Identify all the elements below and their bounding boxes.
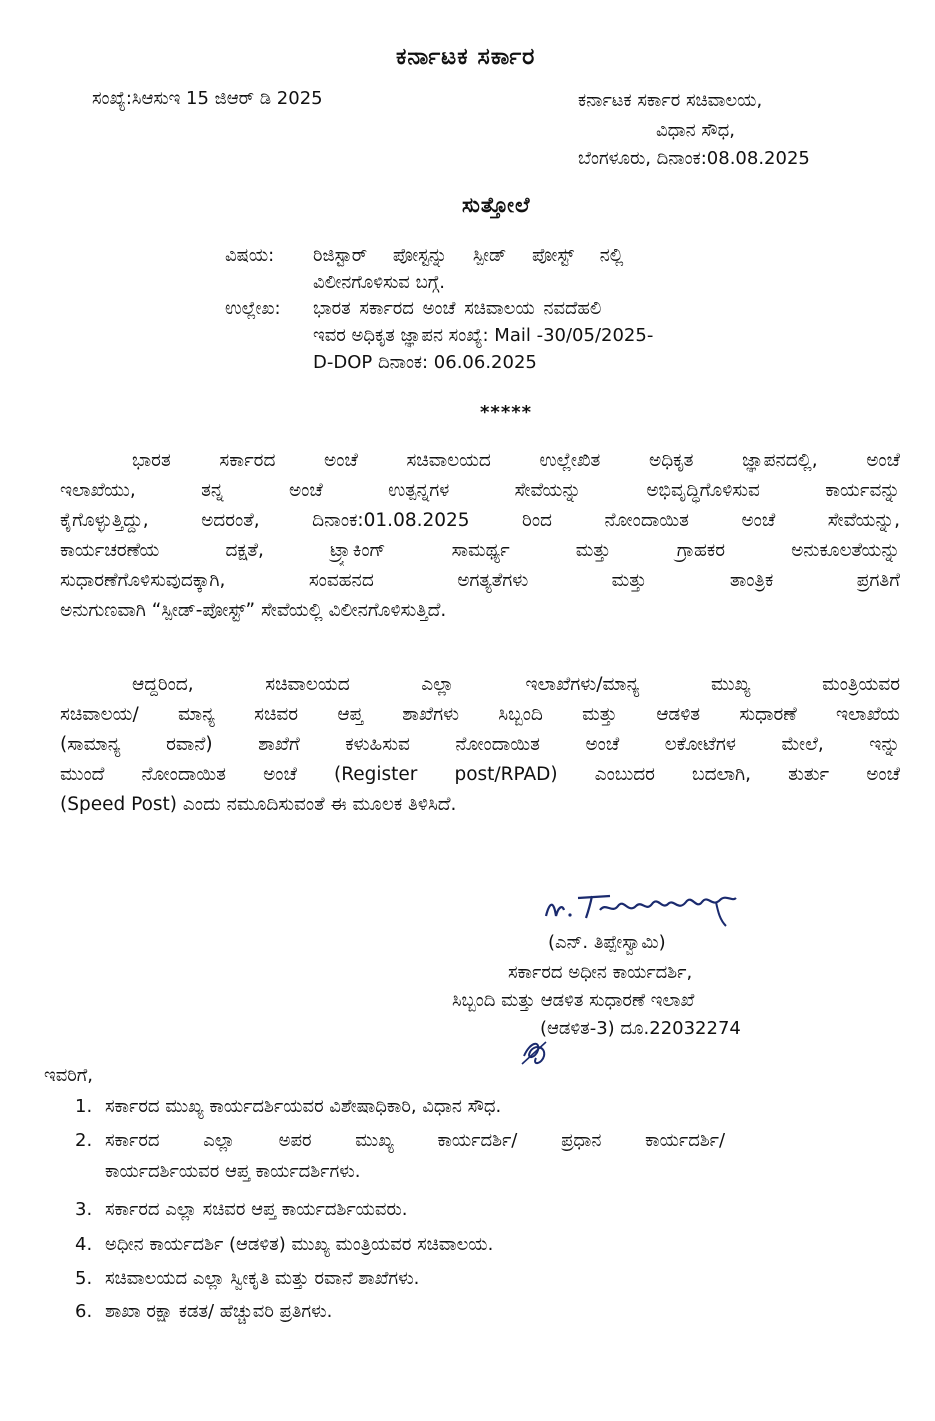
recipient-item-2 [75,1126,905,1190]
subject-line-2: ವಿಲೀನಗೊಳಿಸುವ ಬಗ್ಗೆ. [313,272,445,293]
recipient-number: 3. [75,1199,93,1220]
government-title: ಕರ್ನಾಟಕ ಸರ್ಕಾರ [396,44,536,70]
circular-title: ಸುತ್ತೋಲೆ [462,193,531,217]
paragraph-line: ಸುಧಾರಣೆಗೊಳಿಸುವುದಕ್ಕಾಗಿ, ಸಂವಹನದ ಅಗತ್ಯತೆಗಳು ಮತ್ತು ತಾಂತ್ರಿಕ ಪ್ರಗತಿಗೆ [60,570,900,591]
subject-line-1: ರಿಜಿಸ್ಟಾರ್ ಪೋಸ್ಟನ್ನು ಸ್ಪೀಡ್ ಪೋಸ್ಟ್ ನಲ್ಲಿ [313,245,624,266]
recipients-heading: ಇವರಿಗೆ, [44,1065,93,1086]
reference-line-3: D-DOP ದಿನಾಂಕ: 06.06.2025 [313,352,537,373]
file-number: ಸಂಖ್ಯೆ:ಸಿಆಸುಇ 15 ಜಿಆರ್ ಡಿ 2025 [92,88,323,109]
recipient-item-6 [75,1297,905,1327]
paragraph-line: (Speed Post) ಎಂದು ನಮೂದಿಸುವಂತೆ ಈ ಮೂಲಕ ತಿಳಿಸಿದೆ. [60,794,457,815]
recipient-item-5 [75,1264,905,1294]
recipient-text: ಸರ್ಕಾರದ ಎಲ್ಲಾ ಅಪರ ಮುಖ್ಯ ಕಾರ್ಯದರ್ಶಿ/ ಪ್ರಧಾನ ಕಾರ್ಯದರ್ಶಿ/ [105,1130,726,1151]
handwritten-signature [540,880,750,930]
paragraph-line: ಸಚಿವಾಲಯ/ ಮಾನ್ಯ ಸಚಿವರ ಆಪ್ತ ಶಾಖೆಗಳು ಸಿಬ್ಬಂದಿ ಮತ್ತು ಆಡಳಿತ ಸುಧಾರಣೆ ಇಲಾಖೆಯ [60,704,900,725]
paragraph-line: (ಸಾಮಾನ್ಯ ರವಾನೆ) ಶಾಖೆಗೆ ಕಳುಹಿಸುವ ನೋಂದಾಯಿತ ಅಂಚೆ ಲಕೋಟೆಗಳ ಮೇಲೆ, ಇನ್ನು [60,734,900,755]
address-line-city-date: ಬೆಂಗಳೂರು, ದಿನಾಂಕ:08.08.2025 [578,148,810,169]
recipient-text: ಸಚಿವಾಲಯದ ಎಲ್ಲಾ ಸ್ವೀಕೃತಿ ಮತ್ತು ರವಾನೆ ಶಾಖೆಗಳು. [105,1268,420,1289]
recipient-item-3 [75,1195,905,1225]
recipient-text: ಸರ್ಕಾರದ ಎಲ್ಲಾ ಸಚಿವರ ಆಪ್ತ ಕಾರ್ಯದರ್ಶಿಯವರು. [105,1199,408,1220]
paragraph-line: ಕಾರ್ಯಚರಣೆಯ ದಕ್ಷತೆ, ಟ್ರ್ಯಾಕಿಂಗ್ ಸಾಮರ್ಥ್ಯ ಮತ್ತು ಗ್ರಾಹಕರ ಅನುಕೂಲತೆಯನ್ನು [60,540,900,561]
recipient-text: ಸರ್ಕಾರದ ಮುಖ್ಯ ಕಾರ್ಯದರ್ಶಿಯವರ ವಿಶೇಷಾಧಿಕಾರಿ, ವಿಧಾನ ಸೌಧ. [105,1096,502,1117]
signatory-section-phone: (ಆಡಳಿತ-3) ದೂ.22032274 [540,1018,741,1039]
paragraph-line: ಇಲಾಖೆಯು, ತನ್ನ ಅಂಚೆ ಉತ್ಪನ್ನಗಳ ಸೇವೆಯನ್ನು ಅಭಿವೃದ್ಧಿಗೊಳಿಸುವ ಕಾರ್ಯವನ್ನು [60,480,900,501]
recipient-item-1 [75,1092,905,1122]
body-paragraph-1 [60,446,900,626]
reference-line-1: ಭಾರತ ಸರ್ಕಾರದ ಅಂಚೆ ಸಚಿವಾಲಯ ನವದೆಹಲಿ [313,298,602,319]
paragraph-line: ಆದ್ದರಿಂದ, ಸಚಿವಾಲಯದ ಎಲ್ಲಾ ಇಲಾಖೆಗಳು/ಮಾನ್ಯ ಮುಖ್ಯ ಮಂತ್ರಿಯವರ [132,674,900,695]
paragraph-line: ಅನುಗುಣವಾಗಿ “ಸ್ಪೀಡ್-ಪೋಸ್ಟ್” ಸೇವೆಯಲ್ಲಿ ವಿಲೀನಗೊಳಿಸುತ್ತಿದೆ. [60,600,447,621]
address-line-building: ವಿಧಾನ ಸೌಧ, [656,120,735,141]
subject-label: ವಿಷಯ: [225,245,275,266]
signatory-designation: ಸರ್ಕಾರದ ಅಧೀನ ಕಾರ್ಯದರ್ಶಿ, [508,962,693,983]
reference-label: ಉಲ್ಲೇಖ: [225,298,281,319]
recipient-number: 5. [75,1268,93,1289]
paragraph-line: ಭಾರತ ಸರ್ಕಾರದ ಅಂಚೆ ಸಚಿವಾಲಯದ ಉಲ್ಲೇಖಿತ ಅಧಿಕೃತ ಜ್ಞಾಪನದಲ್ಲಿ, ಅಂಚೆ [132,450,900,471]
recipient-number: 2. [75,1130,93,1151]
recipient-number: 1. [75,1096,93,1117]
paragraph-line: ಕೈಗೊಳ್ಳುತ್ತಿದ್ದು, ಅದರಂತೆ, ದಿನಾಂಕ:01.08.2025 ರಿಂದ ನೋಂದಾಯಿತ ಅಂಚೆ ಸೇವೆಯನ್ನು, [60,510,900,531]
recipient-number: 6. [75,1301,93,1322]
body-paragraph-2 [60,670,900,820]
recipient-text: ಶಾಖಾ ರಕ್ಷಾ ಕಡತ/ ಹೆಚ್ಚುವರಿ ಪ್ರತಿಗಳು. [105,1301,333,1322]
recipient-item-4 [75,1230,905,1260]
separator-stars: ***** [480,402,533,423]
paragraph-line: ಮುಂದೆ ನೋಂದಾಯಿತ ಅಂಚೆ (Register post/RPAD) ಎಂಬುದರ ಬದಲಾಗಿ, ತುರ್ತು ಅಂಚೆ [60,764,900,785]
signatory-name: (ಎನ್. ತಿಪ್ಪೇಸ್ವಾಮಿ) [548,932,666,953]
recipient-number: 4. [75,1234,93,1255]
reference-line-2: ಇವರ ಅಧಿಕೃತ ಜ್ಞಾಪನ ಸಂಖ್ಯೆ: Mail -30/05/2025- [313,325,654,346]
signatory-department: ಸಿಬ್ಬಂದಿ ಮತ್ತು ಆಡಳಿತ ಸುಧಾರಣೆ ಇಲಾಖೆ [452,990,695,1011]
address-line-office: ಕರ್ನಾಟಕ ಸರ್ಕಾರ ಸಚಿವಾಲಯ, [578,90,763,111]
recipient-text: ಕಾರ್ಯದರ್ಶಿಯವರ ಆಪ್ತ ಕಾರ್ಯದರ್ಶಿಗಳು. [105,1161,361,1182]
recipient-text: ಅಧೀನ ಕಾರ್ಯದರ್ಶಿ (ಆಡಳಿತ) ಮುಖ್ಯ ಮಂತ್ರಿಯವರ ಸಚಿವಾಲಯ. [105,1234,494,1255]
initials-mark [516,1036,556,1074]
